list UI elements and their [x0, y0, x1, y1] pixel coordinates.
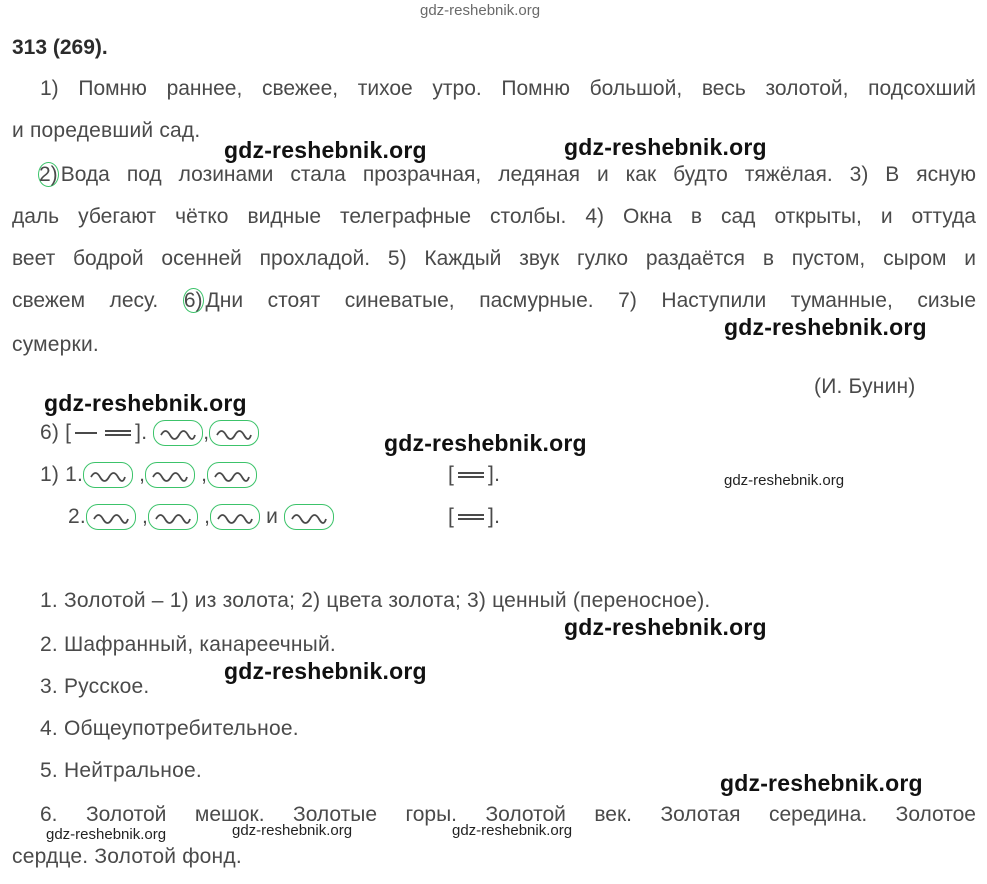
- watermark: gdz-reshebnik.org: [452, 822, 573, 839]
- watermark: gdz-reshebnik.org: [384, 430, 587, 456]
- watermark: gdz-reshebnik.org: [44, 390, 247, 416]
- text-line-7: сумерки.: [12, 333, 99, 356]
- text-line-4: даль убегают чётко видные телеграфные столбы. 4) Окна в сад открыты, и оттуда: [12, 205, 976, 228]
- author: (И. Бунин): [814, 375, 916, 398]
- top-watermark: gdz-reshebnik.org: [420, 2, 541, 19]
- answer-2: 2. Шафранный, канареечный.: [40, 633, 336, 656]
- watermark: gdz-reshebnik.org: [232, 822, 353, 839]
- answer-1: 1. Золотой – 1) из золота; 2) цвета золота; 3) ценный (переносное).: [40, 589, 711, 612]
- watermark: gdz-reshebnik.org: [224, 137, 427, 163]
- watermark: gdz-reshebnik.org: [224, 658, 427, 684]
- circled-number-6: 6): [183, 289, 203, 312]
- text-line-2: и поредевший сад.: [12, 119, 201, 142]
- watermark: gdz-reshebnik.org: [46, 826, 167, 843]
- answer-6-line-2: сердце. Золотой фонд.: [12, 845, 242, 868]
- text-line-1: 1) Помню раннее, свежее, тихое утро. Помню большой, весь золотой, подсохший: [40, 77, 976, 100]
- watermark: gdz-reshebnik.org: [564, 614, 767, 640]
- exercise-title: 313 (269).: [12, 36, 108, 59]
- watermark: gdz-reshebnik.org: [720, 770, 923, 796]
- watermark: gdz-reshebnik.org: [724, 314, 927, 340]
- wavy-definition-icon: [207, 462, 257, 488]
- watermark: gdz-reshebnik.org: [724, 472, 845, 489]
- answer-3: 3. Русское.: [40, 675, 150, 698]
- wavy-definition-icon: [148, 504, 198, 530]
- wavy-definition-icon: [210, 504, 260, 530]
- wavy-definition-icon: [86, 504, 136, 530]
- wavy-definition-icon: [83, 462, 133, 488]
- wavy-definition-icon: [209, 420, 259, 446]
- scheme-1-2: 2. , , и: [68, 496, 334, 538]
- subject-line-icon: [75, 432, 97, 434]
- circled-number-2: 2): [39, 163, 58, 186]
- text-line-6: свежем лесу. 6) Дни стоят синеватые, пасмурные. 7) Наступили туманные, сизые: [12, 289, 976, 312]
- answer-4: 4. Общеупотребительное.: [40, 717, 299, 740]
- answer-6-line-1: 6. Золотой мешок. Золотые горы. Золотой век. Золотая середина. Золотое: [40, 803, 976, 826]
- watermark: gdz-reshebnik.org: [564, 134, 767, 160]
- answer-5: 5. Нейтральное.: [40, 759, 202, 782]
- wavy-definition-icon: [284, 504, 334, 530]
- scheme-1-1-bracket: [ ].: [448, 463, 501, 486]
- scheme-6: 6) [ ]. ,: [40, 412, 259, 454]
- wavy-definition-icon: [153, 420, 203, 446]
- scheme-1-2-bracket: [ ].: [448, 505, 501, 528]
- text-line-3: 2) Вода под лозинами стала прозрачная, ледяная и как будто тяжёлая. 3) В ясную: [39, 163, 976, 186]
- predicate-line-icon: [458, 472, 484, 478]
- text-line-5: веет бодрой осенней прохладой. 5) Каждый звук гулко раздаётся в пустом, сыром и: [12, 247, 976, 270]
- predicate-line-icon: [105, 430, 131, 436]
- wavy-definition-icon: [145, 462, 195, 488]
- scheme-1-1: 1) 1. , ,: [40, 454, 257, 496]
- predicate-line-icon: [458, 514, 484, 520]
